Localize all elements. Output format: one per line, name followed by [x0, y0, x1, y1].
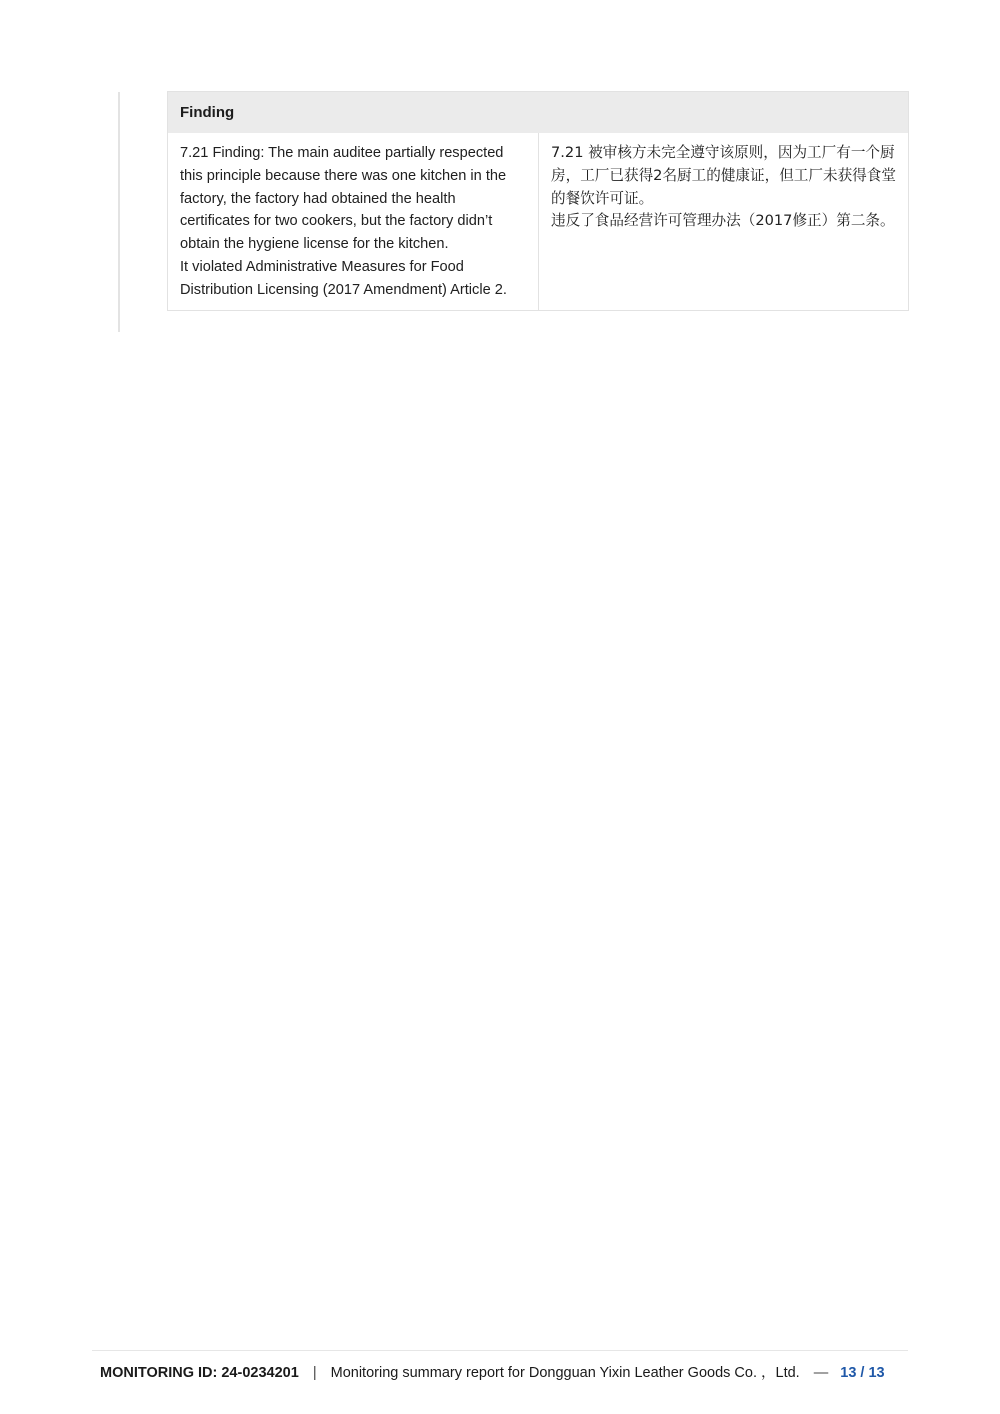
monitoring-id: MONITORING ID: 24-0234201 [100, 1365, 299, 1381]
finding-row [168, 133, 908, 310]
footer-divider [92, 1350, 908, 1351]
footer-dash: — [813, 1365, 829, 1381]
left-margin-rule [118, 92, 120, 332]
report-title: Monitoring summary report for Dongguan Yixin Leather Goods Co. ，Ltd. [330, 1365, 800, 1381]
page-number: 13 / 13 [840, 1365, 885, 1381]
finding-english-paragraph-2: It violated Administrative Measures for Food Distribution Licensing (2017 Amendment) Article 2. [180, 258, 507, 298]
finding-chinese-cell [539, 133, 908, 310]
finding-english-paragraph-1: 7.21 Finding: The main auditee partially respected this principle because there was one kitchen in the factory, the factory had obtained the health certificates for two cookers, but the factory didn’t obtain the hygiene license for the kitchen. [180, 145, 507, 253]
finding-header: Finding [168, 92, 908, 133]
page-footer [100, 1361, 910, 1382]
finding-chinese-paragraph-1: 7.21 被审核方未完全遵守该原则，因为工厂有一个厨房，工厂已获得2名厨工的健康证，但工厂未获得食堂的餐饮许可证。 [551, 144, 896, 207]
finding-english-cell [168, 133, 539, 310]
finding-table [167, 91, 909, 311]
footer-separator: | [312, 1365, 317, 1381]
finding-chinese-paragraph-2: 违反了食品经营许可管理办法（2017修正）第二条。 [551, 212, 895, 230]
